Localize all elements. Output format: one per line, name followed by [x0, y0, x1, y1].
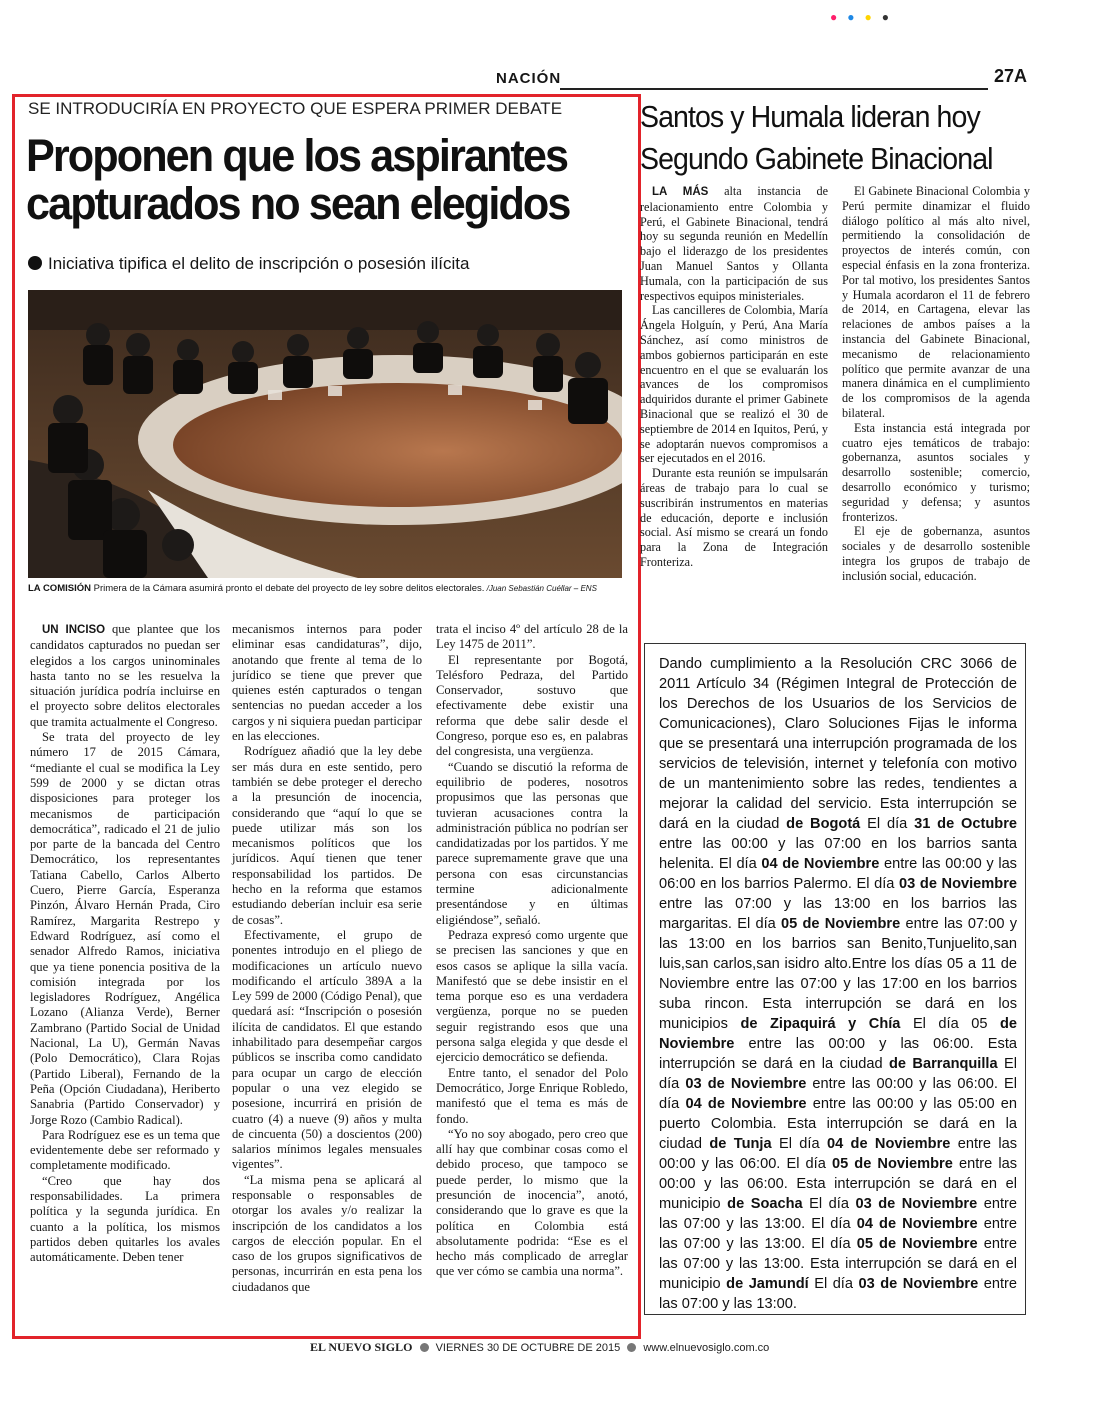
notice-emphasis: 31 de Octubre: [914, 816, 1017, 832]
notice-emphasis: de Soacha: [727, 1196, 803, 1212]
paragraph: El Gabinete Binacional Colombia y Perú permite dinamizar el fluido diálogo político al más alto nivel, permitiendo la consolidación de proyectos de interés común, con especial énfasis en la zona fronteriza. Por tal motivo, los presidentes Santos y Humala acordaron el 11 de febrero de 2014, en Cartagena, elevar las relaciones de ambos países a la instancia del Gabinete Binacional, mecanismo de relacionamiento político que permite avanzar de una manera dinámica en el cumplimiento de los compromisos de la agenda bilateral.: [842, 184, 1030, 420]
notice-run: entre las 07:00 y las 13:00. El día: [659, 1216, 1017, 1252]
notice-emphasis: 04 de Noviembre: [761, 856, 880, 872]
notice-emphasis: 04 de Noviembre: [826, 1136, 951, 1152]
notice-emphasis: 05 de Noviembre: [831, 1156, 953, 1172]
notice-emphasis: de Jamundí: [726, 1276, 809, 1292]
paragraph: Entre tanto, el senador del Polo Democrático, Jorge Enrique Robledo, manifestó que el tema es más de fondo.: [436, 1065, 628, 1126]
side-article-column-1: [640, 184, 828, 570]
notice-text: [659, 656, 1017, 1312]
notice-emphasis: 03 de Noviembre: [899, 876, 1017, 892]
bullet-icon: [28, 256, 42, 270]
notice-emphasis: 04 de Noviembre: [856, 1216, 978, 1232]
article-headline: Proponen que los aspirantes capturados no sean elegidos: [26, 130, 570, 229]
caption-lead: LA COMISIÓN: [28, 583, 91, 594]
article-column-2: [232, 622, 422, 1295]
notice-emphasis: 05 de Noviembre: [781, 916, 901, 932]
separator-dot-icon: [420, 1343, 429, 1352]
paragraph: mecanismos internos para poder eliminar esas candidaturas”, dijo, anotando que frente al tema de lo jurídico se tiene que prever que quienes estén capturados o tengan sentencias no puedan acceder a los cargos y ni siquiera puedan participar en las elecciones.: [232, 622, 422, 744]
notice-run: entre las 00:00 y las 07:00 en los barrios santa helenita. El día: [659, 836, 1017, 872]
footer-url: www.elnuevosiglo.com.co: [643, 1342, 770, 1354]
article-column-1: [30, 622, 220, 1265]
notice-run: entre las 07:00 y las 13:00. El día: [659, 1196, 1017, 1232]
paragraph: El representante por Bogotá, Telésforo Pedraza, del Partido Conservador, sostuvo que efectivamente debe existir una reforma que debe salir desde el Congreso, porque eso es, en palabras del congresista, una vergüenza.: [436, 652, 628, 759]
paragraph: Las cancilleres de Colombia, María Ángela Holguín, y Perú, Ana María Sánchez, así como ministros de ambos gobiernos participarán en este encuentro en el que se evaluarán los avances de los compromisos adquiridos durante el primer Gabinete Binacional que se realizó el 30 de septiembre de 2014 en Iquitos, Perú, y se adoptarán nuevos compromisos a ser ejecutados en el 2016.: [640, 303, 828, 466]
notice-run: El día: [802, 1196, 856, 1212]
paragraph: “Cuando se discutió la reforma de equilibrio de poderes, nosotros propusimos que las personas que tuvieran acusaciones contra la administración pública no podrían ser candidatizadas por los partidos. Y me parece supremamente grave que una persona con esas circunstancias termine adicionalmente presentándose y en últimas eligiéndose”, señaló.: [436, 759, 628, 927]
side-article-column-2: [842, 184, 1030, 584]
subhead-text: Iniciativa tipifica el delito de inscripción o posesión ilícita: [48, 254, 470, 273]
paragraph: Para Rodríguez ese es un tema que evidentemente debe ser reformado y completamente modificado.: [30, 1127, 220, 1173]
notice-run: entre las 00:00 y las 06:00. Esta interrupción se dará en el municipio: [659, 1156, 1017, 1212]
page-footer: [310, 1340, 769, 1355]
notice-run: entre las 00:00 y las 06:00 en los barrios Palermo. El día: [659, 856, 1017, 892]
paragraph: “Creo que hay dos responsabilidades. La primera política y la segunda jurídica. En cuanto a la política, los mismos partidos deben quitarles los avales automáticamente. Deben tener: [30, 1173, 220, 1265]
paragraph: “La misma pena se aplicará al responsable o responsables de otorgar los avales y/o realizar la inscripción de los candidatos a los cargos de elección popular. En el caso de los grupos significativos de personas, incurrirán en esta pena los ciudadanos que: [232, 1172, 422, 1294]
paragraph: El eje de gobernanza, asuntos sociales y de desarrollo sostenible integra los grupos de trabajo de inclusión social, educación.: [842, 524, 1030, 583]
notice-emphasis: de Bogotá: [786, 816, 861, 832]
paragraph: trata el inciso 4º del artículo 28 de la Ley 1475 de 2011”.: [436, 622, 628, 652]
notice-run: entre las 00:00 y las 06:00. El día: [659, 1136, 1018, 1172]
paragraph: LA MÁS alta instancia de relacionamiento entre Colombia y Perú, el Gabinete Binacional, tendrá hoy su segunda reunión en Medellín bajo el liderazgo de los presidentes Juan Manuel Santos y Ollanta Humala, con la participación de sus respectivos equipos ministeriales.: [640, 184, 828, 303]
paragraph: Rodríguez añadió que la ley debe ser más dura en este sentido, pero también se debe proteger el derecho a la presunción de inocencia, considerando que “aquí lo que se puede utilizar más son los mecanismos políticos que los jurídicos. Aquí tienen que tener responsabilidad los partidos. De hecho en la reforma que estamos estudiando deberían incluir esa serie de cosas”.: [232, 744, 422, 927]
section-label: NACIÓN: [496, 70, 562, 87]
paragraph: “Yo no soy abogado, pero creo que allí hay que combinar cosas como el debido proceso, que tampoco se puede perder, lo mismo que la presunción de inocencia”, anotó, considerando que lo grave es que la política en Colombia está absolutamente podrida: “Ese es el hecho más complicado de arreglar que ver cómo se cambia una norma”.: [436, 1126, 628, 1279]
side-article-headline: [640, 96, 1045, 180]
caption-credit: /Juan Sebastián Cuéllar – ENS: [484, 584, 597, 593]
caption-text: Primera de la Cámara asumirá pronto el debate del proyecto de ley sobre delitos electorales.: [90, 583, 485, 594]
newspaper-brand: EL NUEVO SIGLO: [310, 1340, 413, 1354]
side-headline-line-1: Santos y Humala lideran hoy: [640, 99, 980, 134]
notice-run: El día: [659, 1056, 1017, 1092]
notice-run: El día: [860, 816, 915, 832]
photo-caption: [28, 582, 626, 595]
notice-run: El día 05: [900, 1016, 1000, 1032]
paragraph: Pedraza expresó como urgente que se precisen las sanciones y que en esos casos se aplique la silla vacía. Manifestó que se debe insistir en el tema porque eso es una verdadera vergüenza, porque no se pueden seguir registrando esos que una persona salga elegida y que desde el ejercicio democrático se defienda.: [436, 927, 628, 1065]
notice-emphasis: 05 de Noviembre: [856, 1236, 978, 1252]
service-interruption-notice: [644, 643, 1026, 1315]
color-registration-marks: ●●●●: [830, 10, 899, 24]
notice-emphasis: de Barranquilla: [888, 1056, 998, 1072]
article-kicker: SE INTRODUCIRÍA EN PROYECTO QUE ESPERA PRIMER DEBATE: [28, 99, 563, 118]
notice-run: El día: [808, 1276, 859, 1292]
footer-date: VIERNES 30 DE OCTUBRE DE 2015: [435, 1342, 621, 1354]
side-headline-line-2: Segundo Gabinete Binacional: [640, 141, 993, 176]
notice-emphasis: 03 de Noviembre: [685, 1076, 807, 1092]
notice-run: entre las 07:00 y las 13:00 en los barrios las margaritas. El día: [659, 896, 1017, 932]
page-number: 27A: [994, 66, 1028, 86]
notice-emphasis: de Noviembre: [659, 1016, 1017, 1052]
notice-run: entre las 00:00 y las 06:00. Esta interrupción se dará en la ciudad: [659, 1036, 1017, 1072]
notice-emphasis: 03 de Noviembre: [855, 1196, 978, 1212]
notice-emphasis: de Zipaquirá y Chía: [740, 1016, 901, 1032]
notice-run: El día: [771, 1136, 827, 1152]
article-subhead: [28, 254, 469, 274]
paragraph: UN INCISO que plantee que los candidatos capturados no puedan ser elegidos a los cargos uninominales hasta tanto no se les resuelva la situación jurídica podría incluirse en el proyecto sobre delitos electorales que tramita actualmente el Congreso.: [30, 622, 220, 729]
header-rule: [560, 88, 988, 90]
paragraph: Durante esta reunión se impulsarán áreas de trabajo para lo cual se suscribirán instrumentos en materias de educación, deporte e inclusión social. Así mismo se creará un fondo para la Zona de Integración Fronteriza.: [640, 466, 828, 569]
notice-run: entre las 00:00 y las 05:00 en puerto Colombia. Esta interrupción se dará en la ciudad: [659, 1096, 1017, 1152]
notice-emphasis: 04 de Noviembre: [685, 1096, 807, 1112]
article-column-3: [436, 622, 628, 1280]
lead-word: UN INCISO: [42, 624, 106, 636]
notice-emphasis: de Tunja: [709, 1136, 772, 1152]
notice-emphasis: 03 de Noviembre: [858, 1276, 979, 1292]
side-lead-word: LA MÁS: [652, 186, 709, 198]
article-photo: [28, 290, 622, 578]
notice-run: entre las 00:00 y las 06:00. El día: [659, 1076, 1017, 1112]
paragraph: Efectivamente, el grupo de ponentes introdujo en el pliego de modificaciones un artículo nuevo modificando el artículo 389A a la Ley 599 de 2000 (Código Penal), que quedará así: “Inscripción o posesión ilícita de candidatos. El que estando inhabilitado para desempeñar cargos públicos se inscriba como candidato para ocupar un cargo de elección popular o una vez elegido se posesione, incurrirá en prisión de cuatro (4) a nueve (9) años y multa de cincuenta (50) a doscientos (200) salarios mínimos legales mensuales vigentes”.: [232, 927, 422, 1172]
paragraph: Se trata del proyecto de ley número 17 de 2015 Cámara, “mediante el cual se modifica la Ley 599 de 2000 y se dictan otras disposiciones para proteger los mecanismos de participación democrática”, radicado el 21 de julio por parte de la bancada del Centro Democrático, los representantes Tatiana Cabello, Carlos Alberto Cuero, Pierre García, Esperanza Pinzón, Álvaro Hernán Prada, Ciro Ramírez, Margarita Restrepo y Edward Rodríguez, así como el senador Alfredo Ramos, iniciativa que ya tiene ponencia positiva de la comisión integrada por los legisladores Rodríguez, Angélica Lozano (Alianza Verde), Berner Zambrano (Partido Social de Unidad Nacional, La U), Germán Navas (Polo Democrático), Clara Rojas (Partido Liberal), Fernando de la Peña (Opción Ciudadana), Heriberto Sanabria (Partido Conservador) y Jorge Rozo (Cambio Radical).: [30, 730, 220, 1127]
notice-run: entre las 07:00 y las 13:00.: [659, 1276, 1017, 1312]
paragraph: Esta instancia está integrada por cuatro ejes temáticos de trabajo: gobernanza, asuntos sociales y desarrollo sostenible; comercio, desarrollo económico y turismo; seguridad y defensa; y asuntos fronterizos.: [842, 420, 1030, 524]
notice-run: Dando cumplimiento a la Resolución CRC 3066 de 2011 Artículo 34 (Régimen Integral de Protección de los Derechos de los Usuarios de los Servicios de Comunicaciones), Claro Soluciones Fijas le informa que se presentará una interrupción programada de los servicios de televisión, internet y telefonía con motivo de un mantenimiento sobre las redes, tendientes a mejorar la calidad del servicio. Esta interrupción se dará en la ciudad: [659, 656, 1017, 832]
notice-run: entre las 07:00 y las 13:00 en los barrios san Benito,Tunjuelito,san luis,san carlos,san isidro alto.Entre los días 05 a 11 de Noviembre entre las 07:00 y las 17:00 en los barrios suba rincon. Esta interrupción se dará en los municipios: [659, 916, 1017, 1032]
separator-dot-icon: [627, 1343, 636, 1352]
notice-run: entre las 07:00 y las 13:00. Esta interrupción se dará en el municipio: [659, 1236, 1017, 1292]
